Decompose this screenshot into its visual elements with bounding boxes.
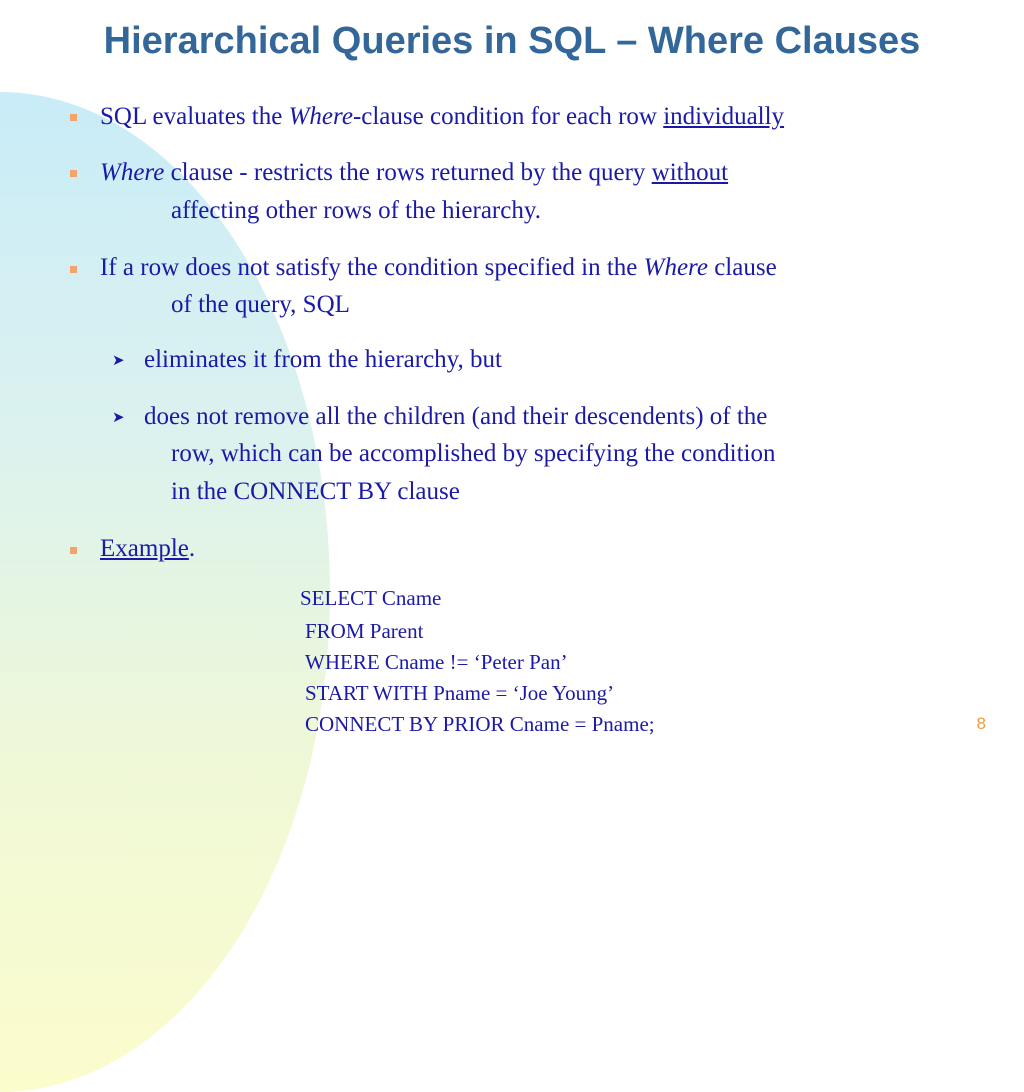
code-line-where: WHERE Cname != ‘Peter Pan’ xyxy=(305,650,568,674)
square-bullet-icon xyxy=(70,547,77,554)
bullet-4-period: . xyxy=(188,535,196,562)
bullet-3-where: Where xyxy=(643,254,708,281)
square-bullet-icon xyxy=(70,170,77,177)
bullet-2-text-mid: clause - restricts the rows returned by the query xyxy=(164,159,652,186)
bullet-3-text-end: clause xyxy=(707,254,777,281)
code-line-select: SELECT Cname xyxy=(300,586,442,610)
code-line-connect-by: CONNECT BY PRIOR Cname = Pname; xyxy=(305,712,655,736)
bullet-3 xyxy=(100,249,777,286)
bullet-2-underlined: without xyxy=(651,159,729,186)
slide-title: Hierarchical Queries in SQL – Where Clauses xyxy=(103,20,921,62)
bullet-1-text-mid: -clause condition for each row xyxy=(352,103,664,130)
bullet-3-continuation: of the query, SQL xyxy=(171,291,350,318)
sub-bullet-1: eliminates it from the hierarchy, but xyxy=(144,346,502,373)
bullet-4 xyxy=(100,530,195,567)
code-line-start-with: START WITH Pname = ‘Joe Young’ xyxy=(305,681,615,705)
sub-bullet-2-line-3: in the CONNECT BY clause xyxy=(171,478,460,505)
bullet-3-text-start: If a row does not satisfy the condition specified in the xyxy=(100,254,644,281)
square-bullet-icon xyxy=(70,114,77,121)
arrowhead-bullet-icon: ➤ xyxy=(112,408,125,426)
bullet-1-underlined: individually xyxy=(663,103,785,130)
bullet-2-where: Where xyxy=(100,159,165,186)
arrowhead-bullet-icon: ➤ xyxy=(112,351,125,369)
code-line-from: FROM Parent xyxy=(305,619,424,643)
bullet-1 xyxy=(100,98,784,135)
bullet-1-text-start: SQL evaluates the xyxy=(100,103,289,130)
bullet-2 xyxy=(100,154,728,191)
sub-bullet-2-line-2: row, which can be accomplished by specifying the condition xyxy=(171,440,776,467)
square-bullet-icon xyxy=(70,266,77,273)
sub-bullet-2: does not remove all the children (and their descendents) of the xyxy=(144,403,768,430)
bullet-1-where: Where xyxy=(288,103,353,130)
example-link[interactable]: Example xyxy=(100,535,189,562)
bullet-2-continuation: affecting other rows of the hierarchy. xyxy=(171,197,541,224)
page-number: 8 xyxy=(976,714,986,733)
